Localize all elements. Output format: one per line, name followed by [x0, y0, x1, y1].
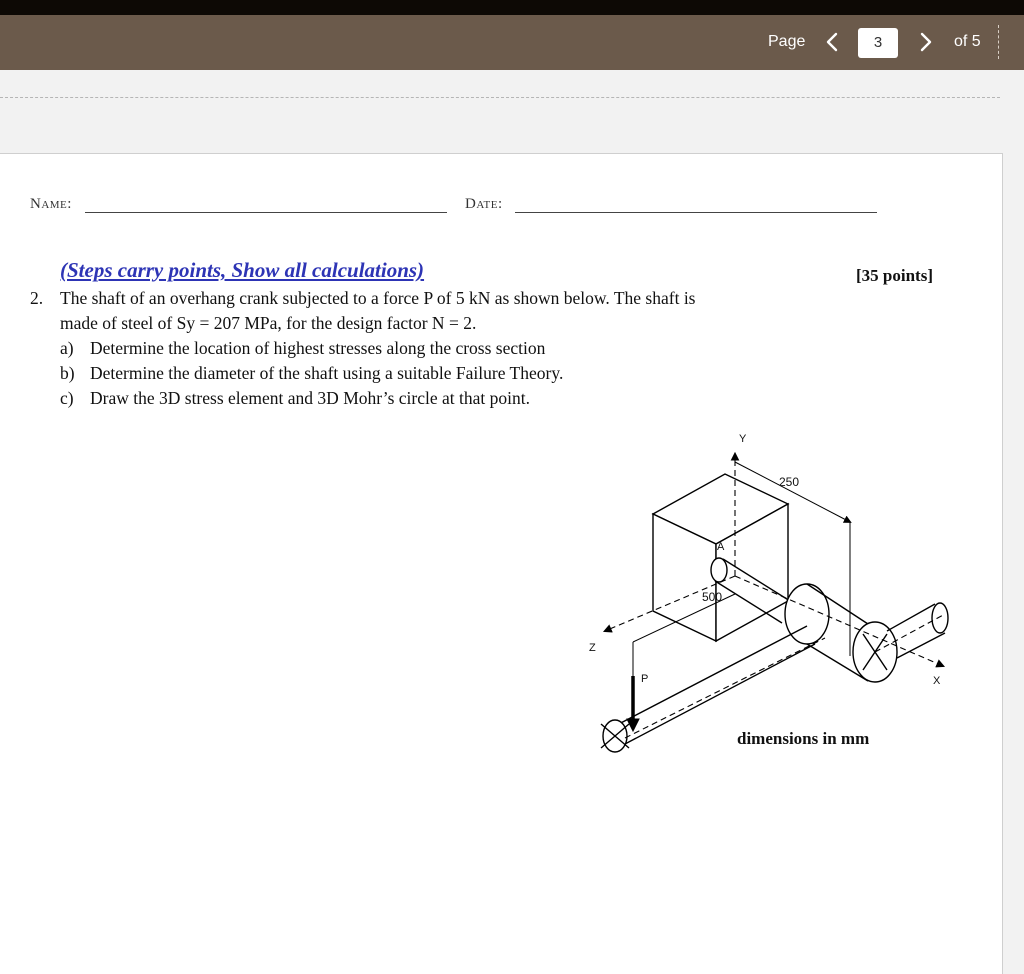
dimension-250-label: 250: [779, 475, 800, 489]
pdf-toolbar: [0, 15, 1024, 70]
point-a-label: A: [717, 541, 725, 553]
item-text: Draw the 3D stress element and 3D Mohr’s circle at that point.: [90, 388, 530, 408]
points-label: [35 points]: [856, 266, 933, 285]
name-field-line: [85, 212, 447, 213]
date-field-line: [515, 212, 877, 213]
date-label: Date:: [465, 196, 503, 212]
axis-x-label: X: [933, 675, 941, 687]
toolbar-divider: [998, 25, 999, 59]
dimension-500-label: 500: [702, 590, 723, 604]
page-count: of 5: [954, 33, 981, 50]
crank-shaft-diagram: [585, 426, 965, 766]
chevron-left-icon[interactable]: [822, 29, 842, 55]
page-break-line: [0, 97, 1000, 98]
page-label: Page: [768, 33, 806, 50]
window-top-bar: [0, 0, 1024, 15]
question-item-a: [60, 338, 545, 359]
instructions-heading: (Steps carry points, Show all calculations): [60, 258, 425, 282]
name-label: Name:: [30, 196, 72, 212]
question-number: 2.: [30, 288, 44, 308]
dimensions-caption: dimensions in mm: [737, 729, 870, 748]
chevron-right-icon[interactable]: [916, 29, 936, 55]
item-text: Determine the diameter of the shaft using a suitable Failure Theory.: [90, 363, 564, 383]
question-text-line-1: The shaft of an overhang crank subjected to a force P of 5 kN as shown below. The shaft is: [60, 288, 696, 308]
question-item-b: [60, 363, 563, 384]
item-label: b): [60, 363, 75, 383]
document-page: [0, 153, 1003, 974]
question-text-line-2: made of steel of Sy = 207 MPa, for the design factor N = 2.: [60, 313, 477, 333]
axis-z-label: Z: [589, 642, 596, 654]
item-label: c): [60, 388, 74, 408]
axis-y-label: Y: [739, 433, 747, 445]
item-label: a): [60, 338, 74, 358]
force-p-label: P: [641, 673, 649, 685]
page-number-input[interactable]: 3: [858, 28, 898, 58]
item-text: Determine the location of highest stresses along the cross section: [90, 338, 546, 358]
question-item-c: [60, 388, 530, 409]
